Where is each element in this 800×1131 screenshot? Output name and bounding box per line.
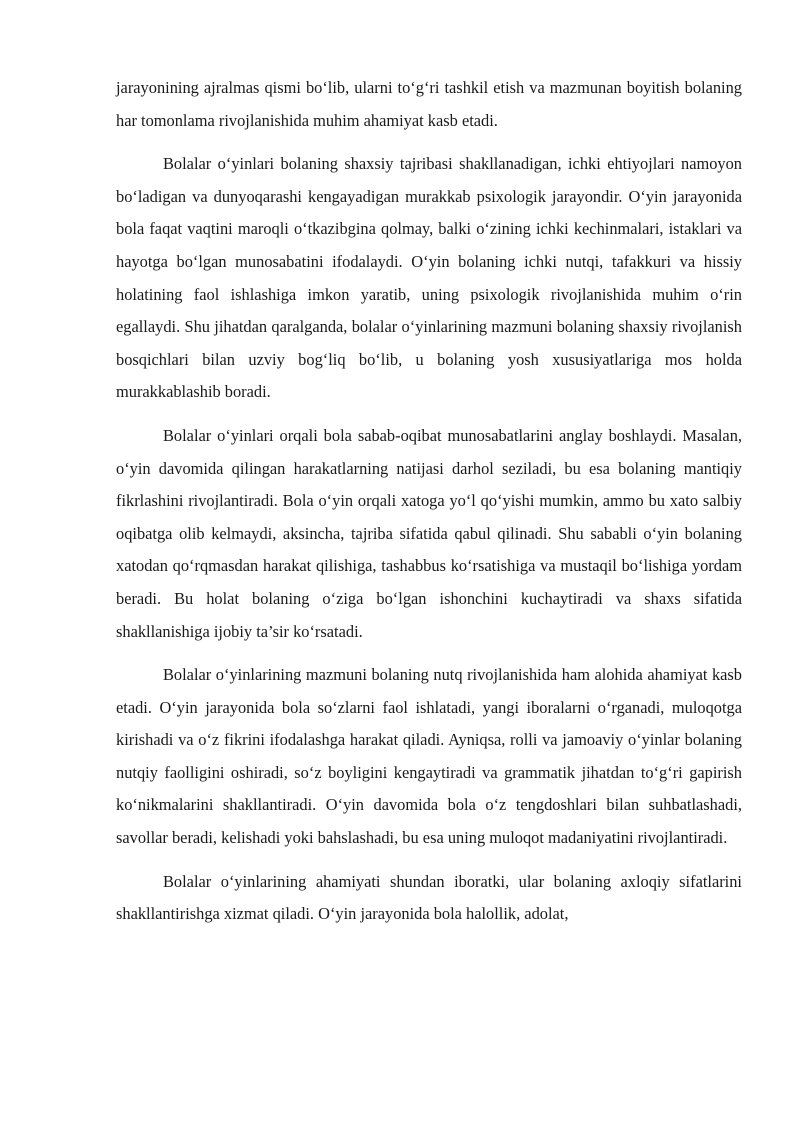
paragraph-cause-effect: Bolalar o‘yinlari orqali bola sabab-oqibat munosabatlarini anglay boshlaydi. Masalan, o‘yin davomida qilingan harakatlarning natijasi darhol seziladi, bu esa bolaning mantiqiy fikrlashini rivojlantiradi. Bola o‘yin orqali xatoga yo‘l qo‘yishi mumkin, ammo bu xato salbiy oqibatga olib kelmaydi, aksincha, tajriba sifatida qabul qilinadi. Shu sababli o‘yin bolaning xatodan qo‘rqmasdan harakat qilishiga, tashabbus ko‘rsatishiga va mustaqil bo‘lishiga yordam beradi. Bu holat bolaning o‘ziga bo‘lgan ishonchini kuchaytiradi va shaxs sifatida shakllanishiga ijobiy ta’sir ko‘rsatadi. xyxy=(116,425,742,641)
paragraph-moral-qualities: Bolalar o‘yinlarining ahamiyati shundan iboratki, ular bolaning axloqiy sifatlarini shakllantirishga xizmat qiladi. O‘yin jarayonida bola halollik, adolat, xyxy=(116,871,742,924)
paragraph-continuation: jarayonining ajralmas qismi bo‘lib, ularni to‘g‘ri tashkil etish va mazmunan boyitish bolaning har tomonlama rivojlanishida muhim ahamiyat kasb etadi. xyxy=(116,78,742,130)
paragraph-speech-development: Bolalar o‘yinlarining mazmuni bolaning nutq rivojlanishida ham alohida ahamiyat kasb etadi. O‘yin jarayonida bola so‘zlarni faol ishlatadi, yangi iboralarni o‘rganadi, muloqotga kirishadi va o‘z fikrini ifodalashga harakat qiladi. Ayniqsa, rolli va jamoaviy o‘yinlar bolaning nutqiy faolligini oshiradi, so‘z boyligini kengaytiradi va grammatik jihatdan to‘g‘ri gapirish ko‘nikmalarini shakllantiradi. O‘yin davomida bola o‘z tengdoshlari bilan suhbatlashadi, savollar beradi, kelishadi yoki bahslashadi, bu esa uning muloqot madaniyatini rivojlantiradi. xyxy=(116,665,742,848)
document-page xyxy=(116,72,742,942)
paragraph-childrens-games-psychology: Bolalar o‘yinlari bolaning shaxsiy tajribasi shakllanadigan, ichki ehtiyojlari namoyon bo‘ladigan va dunyoqarashi kengayadigan murakkab psixologik jarayondir. O‘yin jarayonida bola faqat vaqtini maroqli o‘tkazibgina qolmay, balki o‘zining ichki kechinmalari, istaklari va hayotga bo‘lgan munosabatini ifodalaydi. O‘yin bolaning ichki nutqi, tafakkuri va hissiy holatining faol ishlashiga imkon yaratib, uning psixologik rivojlanishida muhim o‘rin egallaydi. Shu jihatdan qaralganda, bolalar o‘yinlarining mazmuni bolaning shaxsiy rivojlanish bosqichlari bilan uzviy bog‘liq bo‘lib, u bolaning yosh xususiyatlariga mos holda murakkablashib boradi. xyxy=(116,154,742,402)
